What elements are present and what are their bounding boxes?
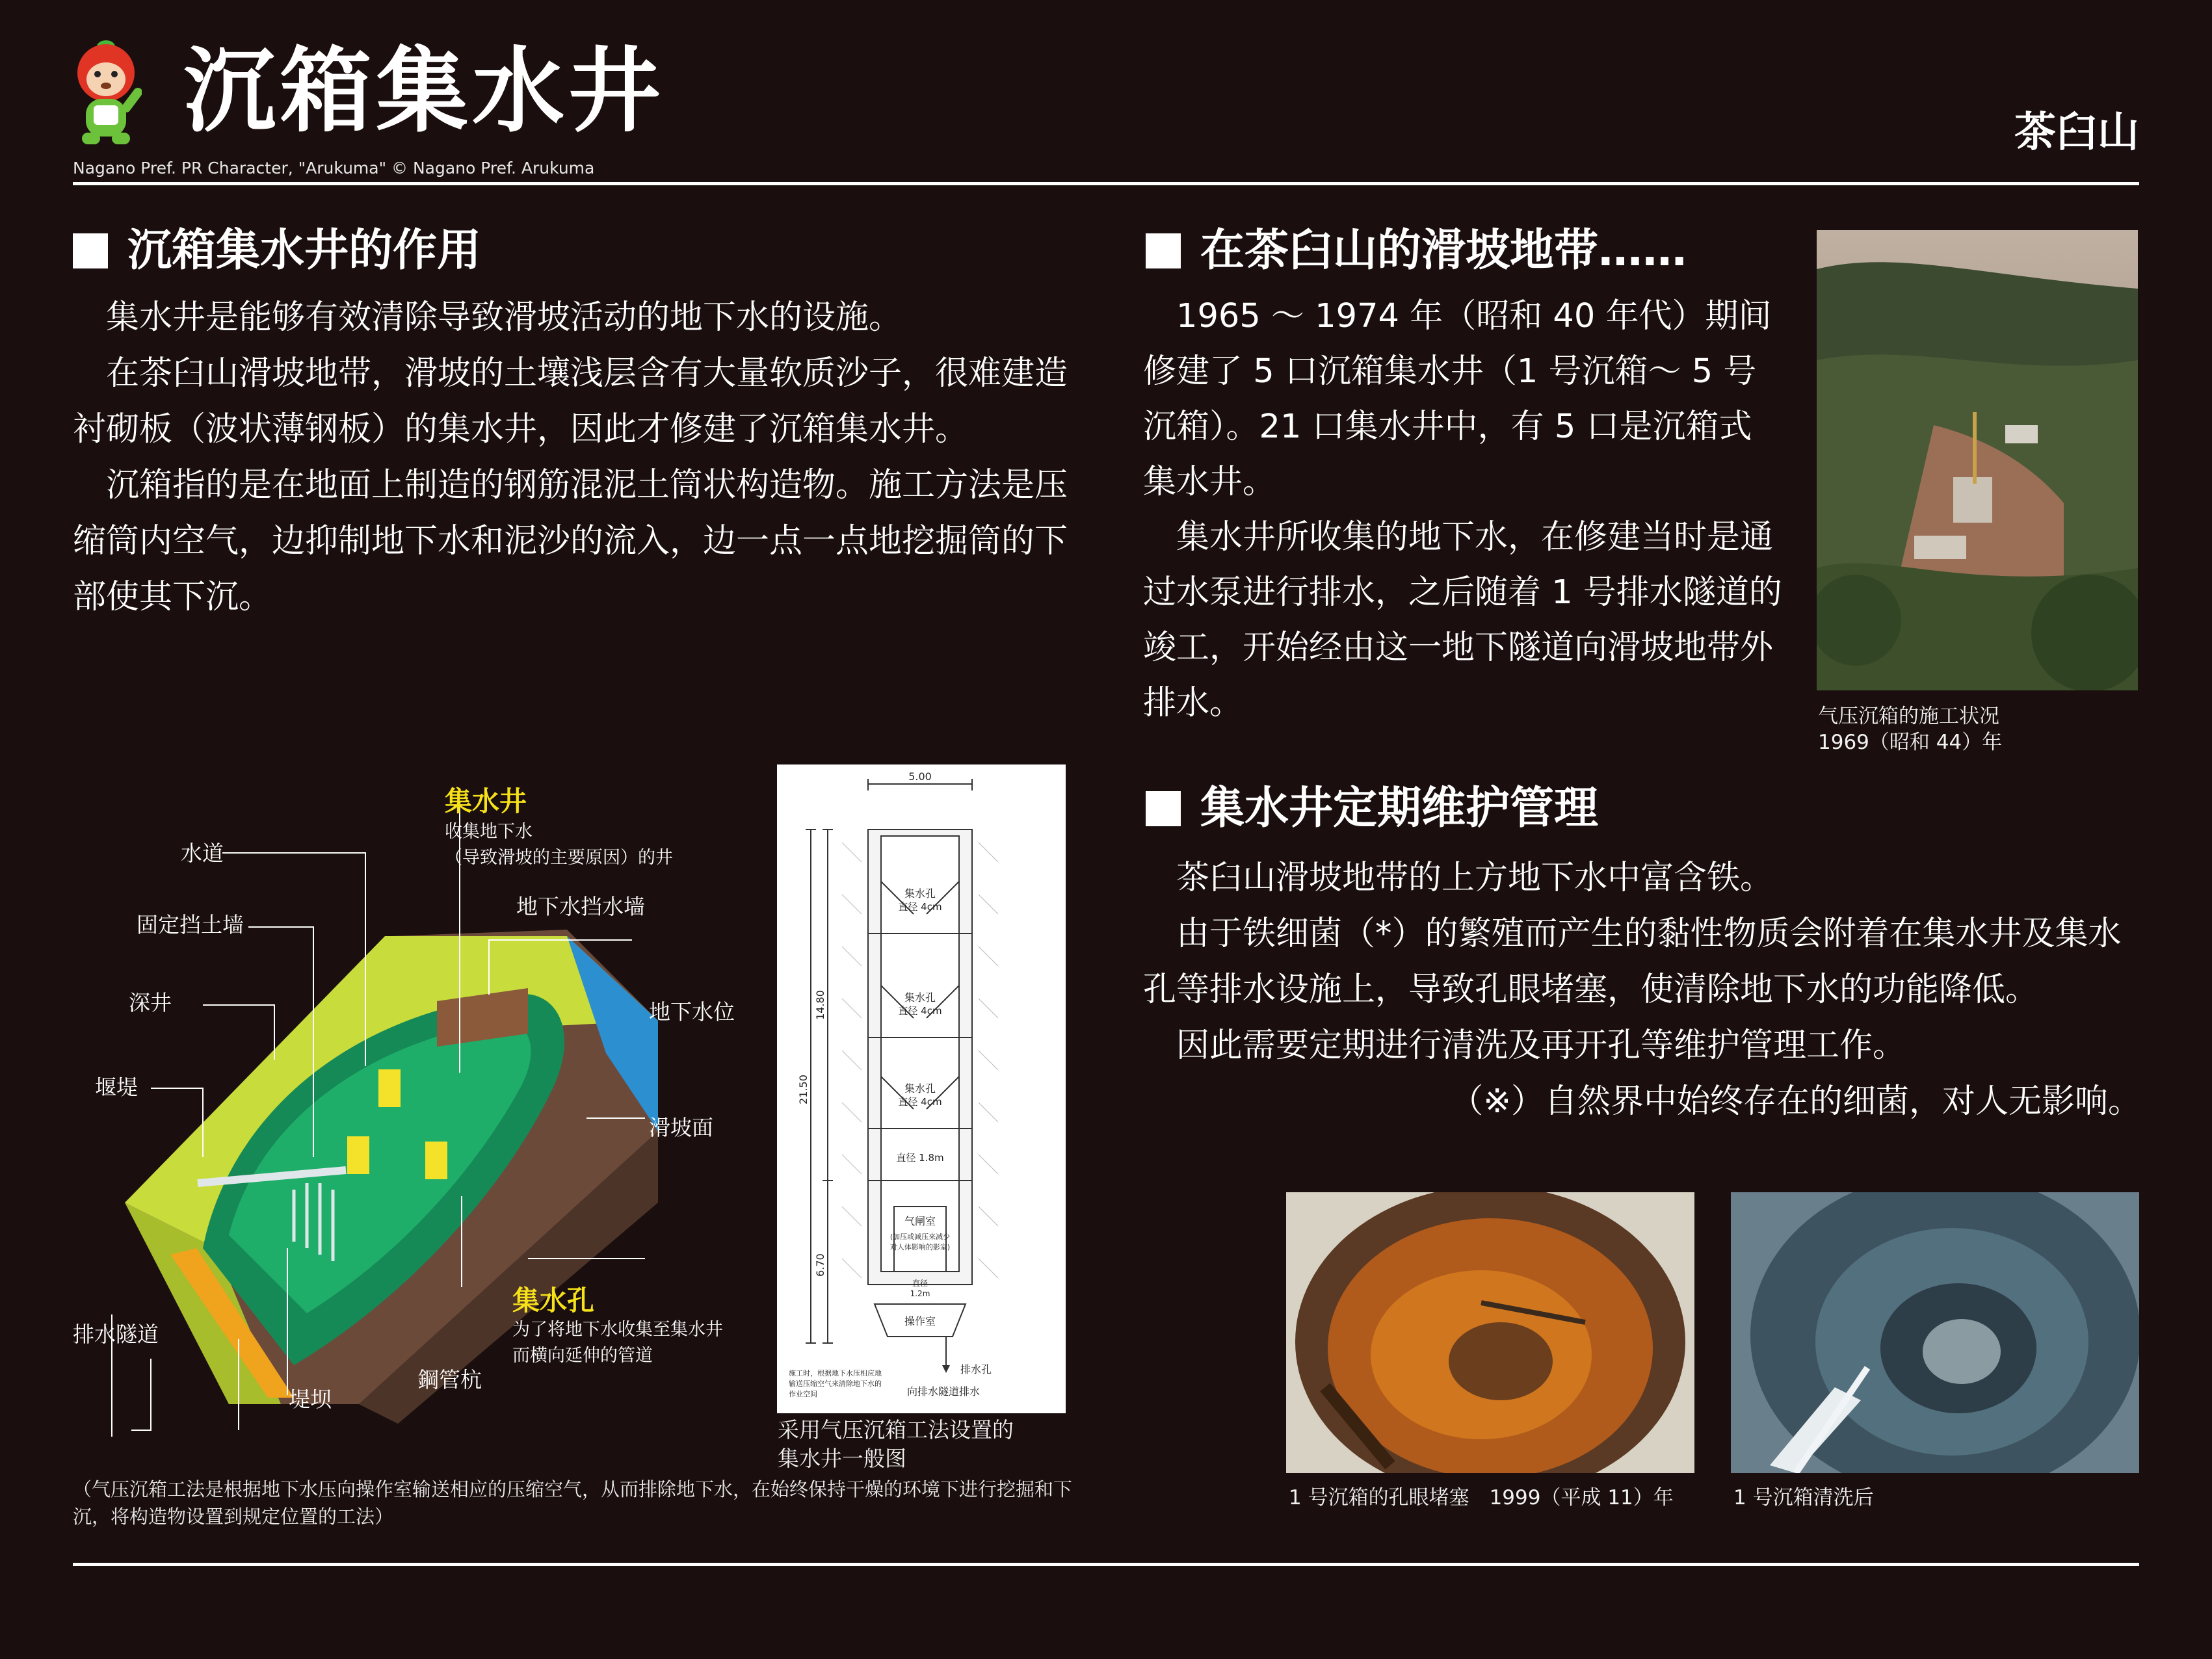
key-hole-title: 集水孔 xyxy=(512,1285,595,1316)
construction-photo-year: 1969（昭和 44）年 xyxy=(1818,731,2003,754)
label-dam: 堤坝 xyxy=(289,1387,332,1412)
location-label: 茶臼山 xyxy=(2014,109,2139,157)
label-waterway: 水道 xyxy=(181,841,224,866)
label-groundwater-level: 地下水位 xyxy=(649,999,735,1025)
drain-tunnel: 向排水隧道排水 xyxy=(907,1385,981,1398)
key-well-title: 集水井 xyxy=(445,785,527,817)
label-steel-pile: 鋼管杭 xyxy=(417,1367,482,1392)
side-note: 作业空间 xyxy=(789,1390,817,1398)
character-credit: Nagano Pref. PR Character, "Arukuma" © Nagano Pref. Arukuma xyxy=(73,159,595,177)
pneumatic-caisson-footnote: （气压沉箱工法是根据地下水压向操作室输送相应的压缩空气，从而排除地下水，在始终保持干燥的环境下进行挖掘和下沉，将构造物设置到规定位置的工法） xyxy=(73,1478,1073,1528)
square-bullet-icon xyxy=(1146,791,1181,826)
section-history-heading xyxy=(1146,225,1687,276)
section-maintenance-title: 集水井定期维护管理 xyxy=(1200,783,1599,834)
paragraph: 沉箱指的是在地面上制造的钢筋混泥土筒状构造物。施工方法是压缩筒内空气，边抑制地下水和泥沙的流入，边一点一点地挖掘筒的下部使其下沉。 xyxy=(73,466,1068,616)
label-retaining-wall: 固定挡土墙 xyxy=(137,912,244,937)
label-weir: 堰堤 xyxy=(95,1075,138,1100)
side-note: 施工时，根据地下水压相应地 xyxy=(789,1369,882,1378)
side-note: 输送压缩空气来清除地下水的 xyxy=(789,1379,882,1388)
paragraph: 因此需要定期进行清洗及再开孔等维护管理工作。 xyxy=(1176,1026,1906,1065)
airlock-label: 气闸室 xyxy=(904,1215,936,1227)
section-role-title: 沉箱集水井的作用 xyxy=(127,225,482,276)
dim-lower: 6.70 xyxy=(814,1253,826,1277)
label-drain-tunnel: 排水隧道 xyxy=(73,1322,159,1347)
bacteria-note: （※）自然界中始终存在的细菌，对人无影响。 xyxy=(1450,1082,2141,1121)
key-hole-desc: 而横向延伸的管道 xyxy=(512,1346,653,1366)
caisson-section-drawing xyxy=(777,764,1066,1413)
small-diameter: 1.2m xyxy=(910,1289,930,1298)
page-title: 沉箱集水井 xyxy=(183,38,665,145)
small-diameter: 直径 xyxy=(912,1279,928,1288)
paragraph: 集水井所收集的地下水，在修建当时是通过水泵进行排水，之后随着 1 号排水隧道的竣工，开始经由这一地下隧道向滑坡地带外排水。 xyxy=(1143,518,1782,722)
work-room: 操作室 xyxy=(904,1315,936,1327)
drain-hole: 排水孔 xyxy=(960,1363,992,1376)
top-divider xyxy=(73,182,2139,185)
cleaned-photo-caption: 1 号沉箱清洗后 xyxy=(1733,1486,1874,1509)
drawing-caption: 集水井一般图 xyxy=(778,1446,906,1471)
clogged-well-photo xyxy=(1286,1192,1694,1473)
label-groundwater-wall: 地下水挡水墙 xyxy=(516,894,645,919)
mascot-arukuma-icon xyxy=(70,29,142,146)
section-history-title: 在茶臼山的滑坡地带…… xyxy=(1200,225,1687,276)
section-maintenance-heading xyxy=(1146,783,1599,834)
paragraph: 茶臼山滑坡地带的上方地下水中富含铁。 xyxy=(1176,859,1774,897)
paragraph: 集水井是能够有效清除导致滑坡活动的地下水的设施。 xyxy=(106,298,902,337)
hole-diameter: 直径 4cm xyxy=(898,1005,942,1017)
drawing-caption: 采用气压沉箱工法设置的 xyxy=(778,1417,1014,1443)
paragraph: 1965 ～ 1974 年（昭和 40 年代）期间修建了 5 口沉箱集水井（1 号沉箱～ 5 号沉箱）。21 口集水井中，有 5 口是沉箱式集水井。 xyxy=(1143,297,1772,501)
label-deep-well: 深井 xyxy=(129,990,172,1015)
hole-diameter: 直径 4cm xyxy=(898,901,942,913)
key-well-desc: 收集地下水 xyxy=(445,822,533,842)
cleaned-well-photo xyxy=(1731,1192,2139,1473)
airlock-note: 对人体影响的影室) xyxy=(889,1243,951,1251)
section-history-body xyxy=(1143,289,1784,731)
section-role-heading xyxy=(73,225,482,276)
paragraph: 由于铁细菌（*）的繁殖而产生的黏性物质会附着在集水井及集水孔等排水设施上，导致孔眼堵塞，使清除地下水的功能降低。 xyxy=(1143,915,2122,1009)
key-well-desc: （导致滑坡的主要原因）的井 xyxy=(445,848,673,868)
construction-photo-caption: 气压沉箱的施工状况 xyxy=(1818,705,1999,728)
hole-label: 集水孔 xyxy=(904,887,936,900)
landslide-illustration xyxy=(73,780,756,1437)
hole-label: 集水孔 xyxy=(904,1082,936,1095)
square-bullet-icon xyxy=(73,233,108,268)
label-slide-surface: 滑坡面 xyxy=(649,1115,713,1140)
hole-diameter: 直径 4cm xyxy=(898,1096,942,1108)
bottom-divider xyxy=(73,1563,2139,1566)
dim-top: 5.00 xyxy=(908,770,932,783)
square-bullet-icon xyxy=(1146,233,1181,268)
section-maintenance-body xyxy=(1143,850,2141,1130)
hole-label: 集水孔 xyxy=(904,991,936,1004)
dim-upper: 14.80 xyxy=(814,990,826,1020)
airlock-note: (加压或减压来减少 xyxy=(889,1233,951,1241)
section-role-body xyxy=(73,290,1074,625)
construction-photo xyxy=(1817,230,2138,690)
clogged-photo-caption: 1 号沉箱的孔眼堵塞 1999（平成 11）年 xyxy=(1289,1486,1674,1509)
paragraph: 在茶臼山滑坡地带，滑坡的土壤浅层含有大量软质沙子，很难建造衬砌板（波状薄钢板）的集水井，因此才修建了沉箱集水井。 xyxy=(73,354,1068,449)
key-hole-desc: 为了将地下水收集至集水井 xyxy=(512,1320,723,1340)
shaft-diameter: 直径 1.8m xyxy=(896,1152,944,1164)
dim-total: 21.50 xyxy=(797,1075,810,1104)
